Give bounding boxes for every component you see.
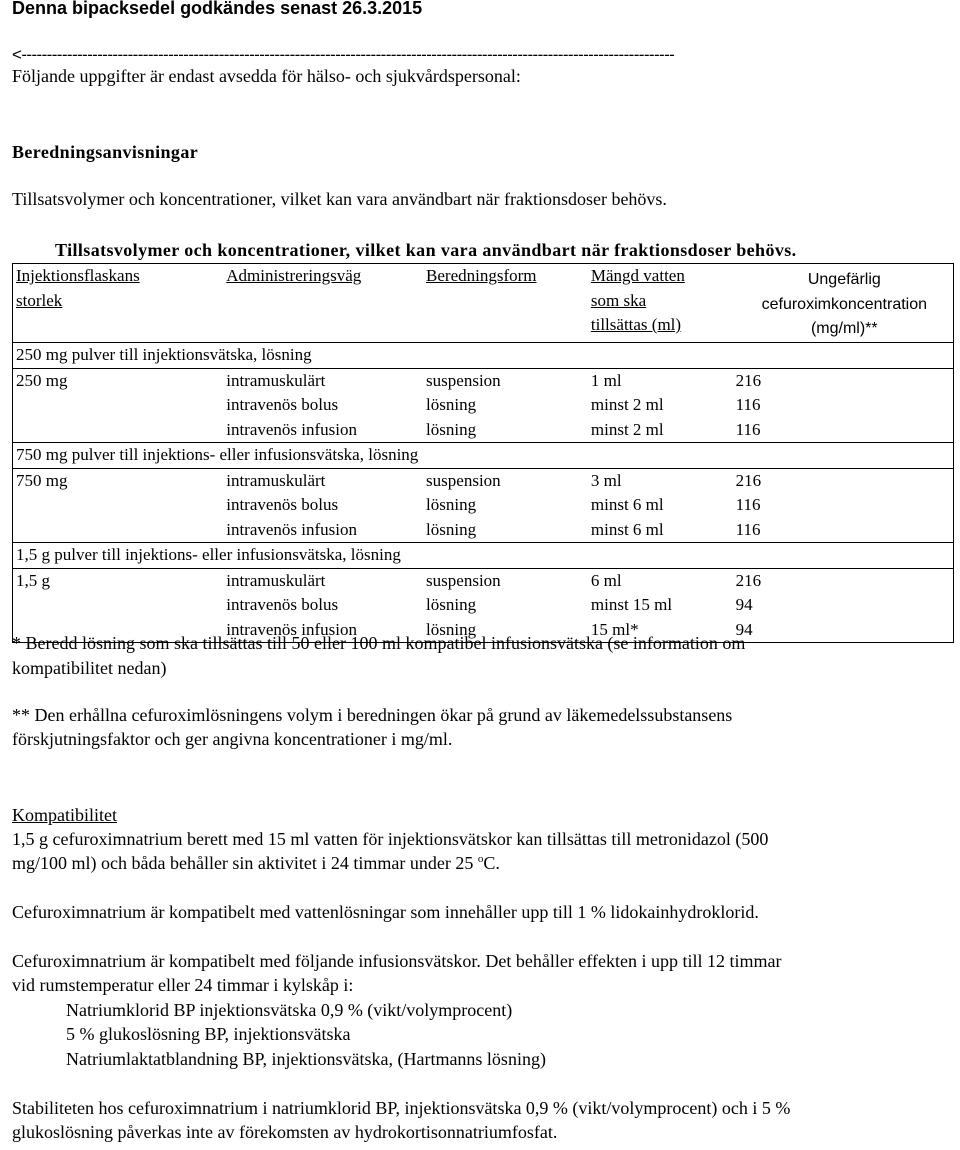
compat-paragraph-1: 1,5 g cefuroximnatrium berett med 15 ml vatten för injektionsvätskor kan tillsättas till metronidazol (500 <box>12 829 769 849</box>
vial-size-cell: 250 mg <box>13 368 224 443</box>
audience-note: Följande uppgifter är endast avsedda för hälso- och sjukvårdspersonal: <box>12 66 521 86</box>
header-form: Beredningsform <box>423 264 588 343</box>
footnote-double-star: ** Den erhållna cefuroximlösningens volym i beredningen ökar på grund av läkemedelssubstansens <box>12 705 733 725</box>
group-title-row <box>13 443 954 469</box>
infusion-list-item: 5 % glukoslösning BP, injektionsvätska <box>66 1024 351 1044</box>
group-data-row <box>13 468 954 543</box>
form-cell: suspension lösning lösning <box>423 568 588 643</box>
route-cell: intramuskulärt intravenös bolus intravenös infusion <box>223 568 423 643</box>
concentration-cell: 216 116 116 <box>733 368 954 443</box>
footnote-single-star: * Beredd lösning som ska tillsättas till 50 eller 100 ml kompatibel infusionsvätska (se information om <box>12 633 746 653</box>
stability-paragraph-cont: glukoslösning påverkas inte av förekomsten av hydrokortisonnatriumfosfat. <box>12 1122 558 1142</box>
form-cell: suspension lösning lösning <box>423 368 588 443</box>
header-concentration: Ungefärlig cefuroximkoncentration (mg/ml)** <box>733 264 954 343</box>
dose-table <box>12 263 954 643</box>
approval-date-line: Denna bipacksedel godkändes senast 26.3.2015 <box>12 0 423 18</box>
group-data-row <box>13 368 954 443</box>
group-title-row <box>13 543 954 569</box>
preparation-heading: Beredningsanvisningar <box>12 142 199 162</box>
group-title: 750 mg pulver till injektions- eller infusionsvätska, lösning <box>13 443 954 469</box>
footnote-double-star-cont: förskjutningsfaktor och ger angivna koncentrationer i mg/ml. <box>12 729 453 749</box>
water-cell: 1 ml minst 2 ml minst 2 ml <box>588 368 733 443</box>
group-title: 1,5 g pulver till injektions- eller infusionsvätska, lösning <box>13 543 954 569</box>
vial-size-cell: 750 mg <box>13 468 224 543</box>
concentration-cell: 216 116 116 <box>733 468 954 543</box>
compat-paragraph-3-cont: vid rumstemperatur eller 24 timmar i kylskåp i: <box>12 975 354 995</box>
group-title-row <box>13 343 954 369</box>
compat-paragraph-2: Cefuroximnatrium är kompatibelt med vattenlösningar som innehåller upp till 1 % lidokainhydroklorid. <box>12 902 759 922</box>
group-data-row <box>13 568 954 643</box>
water-cell: 3 ml minst 6 ml minst 6 ml <box>588 468 733 543</box>
compatibility-heading: Kompatibilitet <box>12 805 117 825</box>
infusion-list-item: Natriumklorid BP injektionsvätska 0,9 % (vikt/volymprocent) <box>66 1000 513 1020</box>
header-route: Administreringsväg <box>223 264 423 343</box>
cut-separator: <--------------------------------------------------------------------------------------------------------------------------------- <box>12 45 675 64</box>
group-title: 250 mg pulver till injektionsvätska, lösning <box>13 343 954 369</box>
compat-paragraph-1-cont: mg/100 ml) och båda behåller sin aktivitet i 24 timmar under 25 $^o$C. <box>12 853 500 873</box>
footnote-single-star-cont: kompatibilitet nedan) <box>12 658 167 678</box>
header-vial-size: Injektionsflaskans storlek <box>13 264 224 343</box>
form-cell: suspension lösning lösning <box>423 468 588 543</box>
route-cell: intramuskulärt intravenös bolus intravenös infusion <box>223 468 423 543</box>
stability-paragraph: Stabiliteten hos cefuroximnatrium i natriumklorid BP, injektionsvätska 0,9 % (vikt/volymprocent) och i 5 % <box>12 1098 791 1118</box>
route-cell: intramuskulärt intravenös bolus intravenös infusion <box>223 368 423 443</box>
infusion-list-item: Natriumlaktatblandning BP, injektionsvätska, (Hartmanns lösning) <box>66 1049 546 1069</box>
header-water: Mängd vatten som ska tillsättas (ml) <box>588 264 733 343</box>
water-cell: 6 ml minst 15 ml 15 ml* <box>588 568 733 643</box>
table-caption: Tillsatsvolymer och koncentrationer, vilket kan vara användbart när fraktionsdoser behövs. <box>55 240 797 260</box>
compat-paragraph-3: Cefuroximnatrium är kompatibelt med följande infusionsvätskor. Det behåller effekten i upp till 12 timmar <box>12 951 782 971</box>
concentration-cell: 216 94 94 <box>733 568 954 643</box>
table-header-row <box>13 264 954 343</box>
preparation-intro: Tillsatsvolymer och koncentrationer, vilket kan vara användbart när fraktionsdoser behövs. <box>12 189 667 209</box>
vial-size-cell: 1,5 g <box>13 568 224 643</box>
degree-symbol: o <box>477 853 484 865</box>
